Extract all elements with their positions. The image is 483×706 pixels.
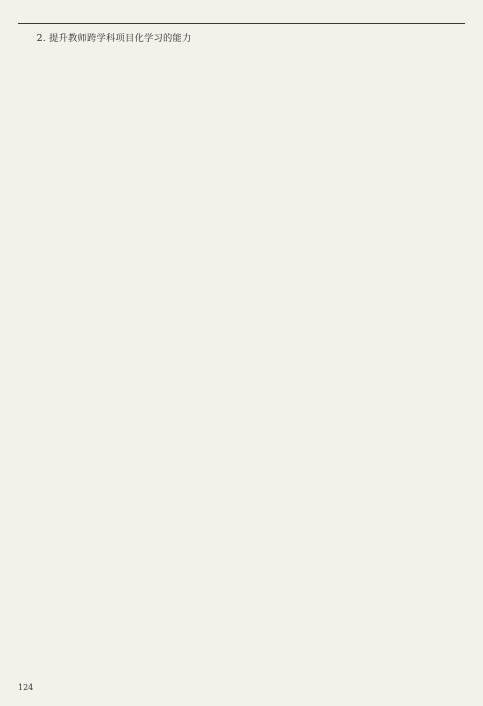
section-heading: 2. 提升教师跨学科项目化学习的能力 <box>36 33 192 44</box>
running-header <box>18 8 465 22</box>
right-column <box>251 30 465 678</box>
header-divider <box>18 23 465 24</box>
left-column <box>18 30 232 678</box>
page-number: 124 <box>18 683 34 692</box>
